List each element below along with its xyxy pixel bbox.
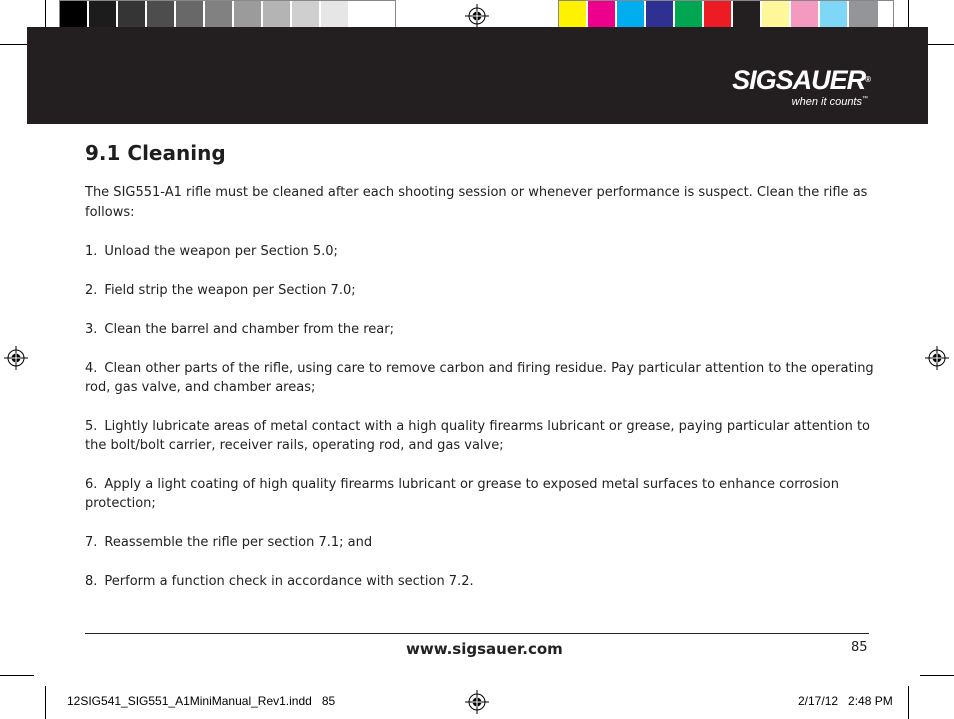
color-swatch <box>60 1 89 30</box>
intro-paragraph: The SIG551-A1 rifle must be cleaned after each shooting session or whenever performance is suspect. Clean the rifle as follows: <box>85 185 868 220</box>
color-swatch <box>820 1 849 30</box>
registered-mark: ® <box>865 75 870 84</box>
step-text: Lightly lubricate areas of metal contact with a high quality firearms lubricant or grease, paying particular attention to the bolt/bolt carrier, receiver rails, operating rod, and gas valve; <box>85 419 871 453</box>
page-number: 85 <box>851 640 868 655</box>
color-swatch <box>321 1 350 30</box>
registration-target-icon <box>465 690 489 714</box>
crop-mark <box>908 686 909 719</box>
step-number: 5. <box>85 419 98 434</box>
list-item <box>85 281 875 300</box>
crop-mark <box>920 675 954 676</box>
step-number: 2. <box>85 283 98 298</box>
footer-website-link[interactable]: www.sigsauer.com <box>406 640 563 658</box>
color-swatch <box>733 1 762 30</box>
cleaning-steps-list <box>85 242 875 591</box>
step-text: Unload the weapon per Section 5.0; <box>104 244 338 259</box>
color-swatch <box>263 1 292 30</box>
step-number: 1. <box>85 244 98 259</box>
step-text: Reassemble the rifle per section 7.1; and <box>104 535 373 550</box>
section-title: 9.1 Cleaning <box>85 141 226 165</box>
list-item <box>85 417 875 455</box>
trademark-mark: ™ <box>862 96 868 102</box>
color-swatch <box>791 1 820 30</box>
color-swatch <box>762 1 791 30</box>
list-item <box>85 320 875 339</box>
color-swatch <box>89 1 118 30</box>
crop-mark <box>0 675 34 676</box>
color-swatch <box>350 1 379 30</box>
registration-target-icon <box>4 346 28 370</box>
list-item <box>85 572 875 591</box>
step-number: 7. <box>85 535 98 550</box>
step-number: 8. <box>85 574 98 589</box>
crop-mark <box>45 686 46 719</box>
step-text: Clean the barrel and chamber from the rear; <box>104 322 394 337</box>
color-swatch <box>205 1 234 30</box>
registration-target-icon <box>925 346 949 370</box>
color-swatch <box>147 1 176 30</box>
color-swatch <box>849 1 878 30</box>
color-swatch <box>292 1 321 30</box>
logo-tagline: when it counts <box>791 96 862 108</box>
sig-sauer-logo <box>732 65 870 115</box>
color-swatch <box>176 1 205 30</box>
list-item <box>85 242 875 261</box>
step-text: Field strip the weapon per Section 7.0; <box>104 283 356 298</box>
color-swatch <box>118 1 147 30</box>
registration-target-icon <box>465 4 489 28</box>
list-item <box>85 475 875 513</box>
color-swatch <box>704 1 733 30</box>
list-item <box>85 359 875 397</box>
step-text: Perform a function check in accordance with section 7.2. <box>104 574 474 589</box>
color-swatch <box>234 1 263 30</box>
page-content <box>85 138 875 591</box>
step-number: 4. <box>85 361 98 376</box>
slug-filename: 12SIG541_SIG551_A1MiniManual_Rev1.indd 85 <box>67 694 336 708</box>
footer-divider <box>85 633 869 634</box>
color-swatch <box>559 1 588 30</box>
logo-wordmark: SIGSAUER <box>732 65 866 95</box>
color-swatch <box>646 1 675 30</box>
step-number: 6. <box>85 477 98 492</box>
slug-datetime: 2/17/12 2:48 PM <box>798 694 893 708</box>
color-swatch <box>617 1 646 30</box>
color-swatch <box>675 1 704 30</box>
step-number: 3. <box>85 322 98 337</box>
color-swatch <box>588 1 617 30</box>
list-item <box>85 533 875 552</box>
header-band <box>27 27 928 124</box>
step-text: Apply a light coating of high quality firearms lubricant or grease to exposed metal surfaces to enhance corrosion protection; <box>85 477 839 511</box>
step-text: Clean other parts of the rifle, using care to remove carbon and firing residue. Pay particular attention to the operating rod, gas valve, and chamber areas; <box>85 361 874 395</box>
